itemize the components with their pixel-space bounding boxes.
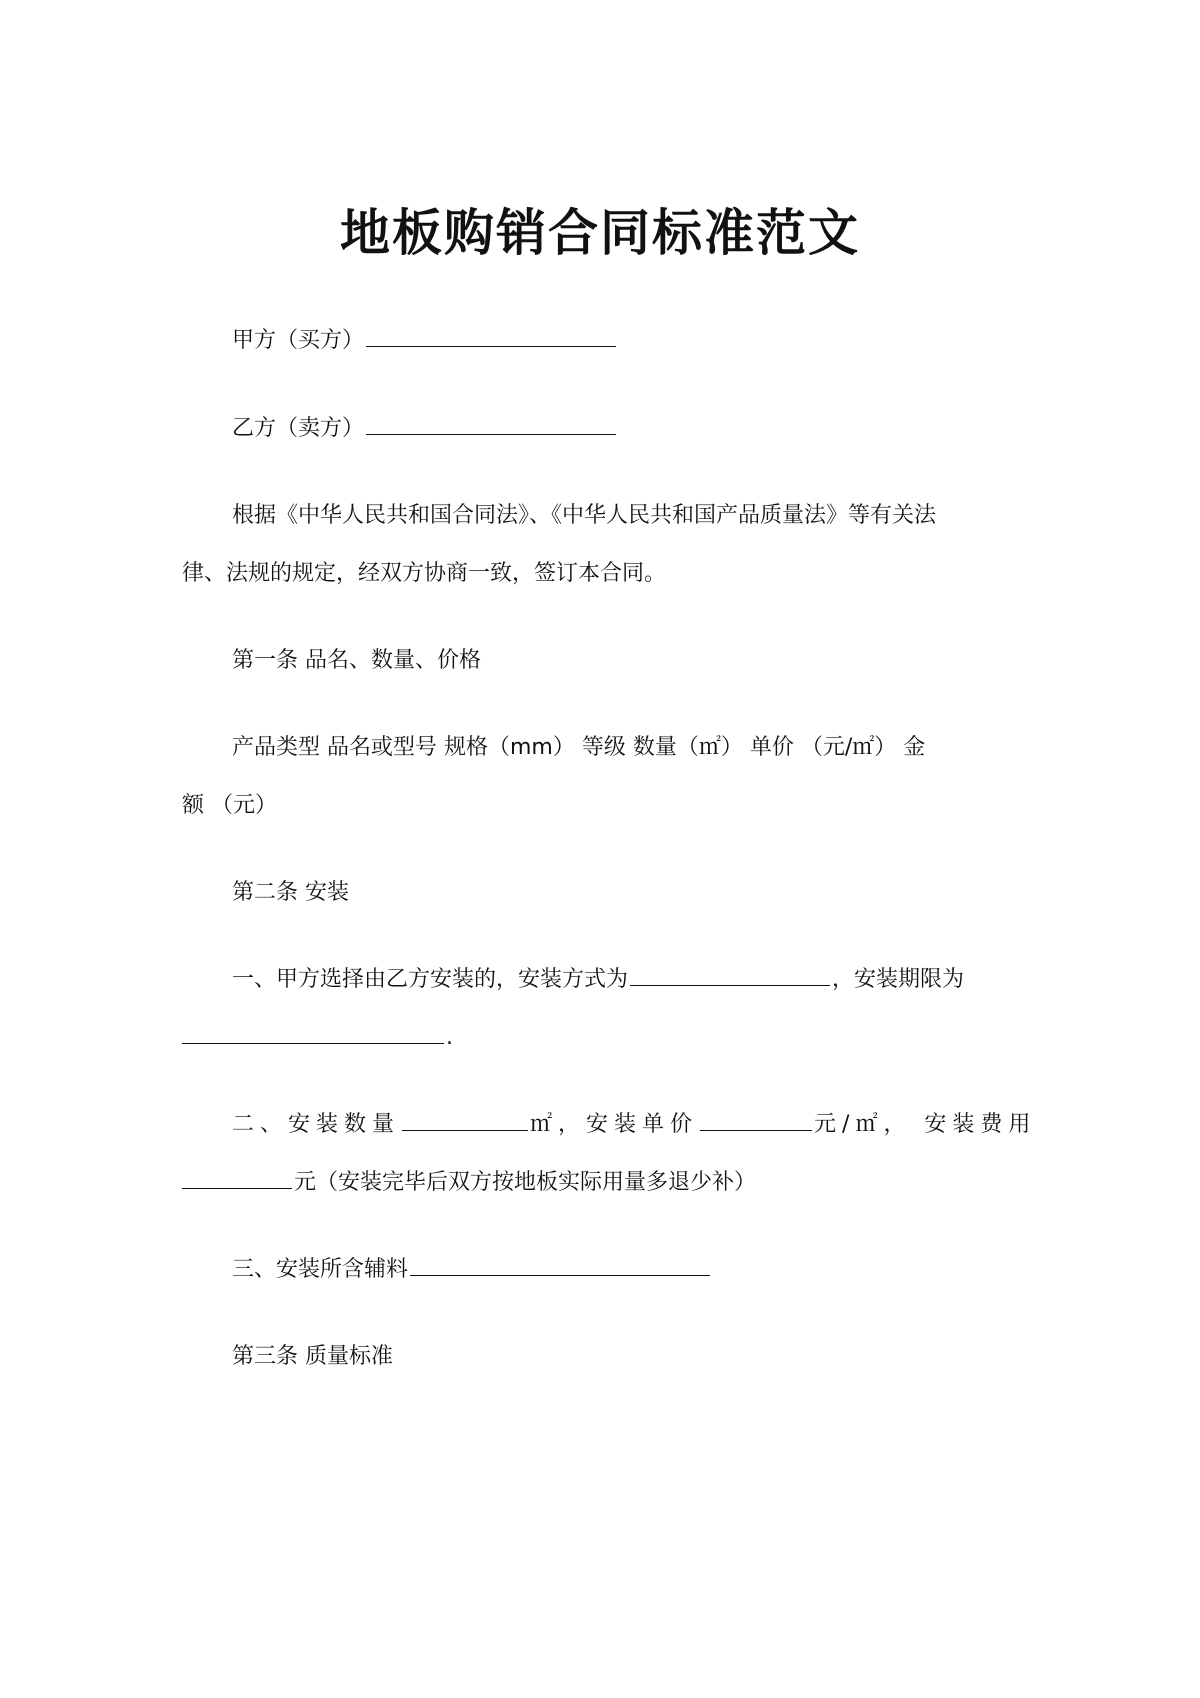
auxiliary-materials-blank <box>410 1275 710 1276</box>
install-item-1-prefix: 一、甲方选择由乙方安装的，安装方式为 <box>232 967 629 992</box>
install-method-blank <box>630 985 830 986</box>
table-header-line-1: 产品类型 品名或型号 规格（mm） 等级 数量（㎡） 单价 （元/㎡） 金 <box>232 735 926 760</box>
install-item-2-line-2-text: 元（安装完毕后双方按地板实际用量多退少补） <box>294 1170 757 1195</box>
install-item-1-suffix: ，安装期限为 <box>832 967 965 992</box>
party-a-line <box>232 330 1022 352</box>
article-3-title: 第三条 质量标准 <box>232 1344 393 1369</box>
install-item-1-line-1 <box>232 969 1022 991</box>
install-item-1-line-2 <box>182 1027 1022 1049</box>
install-item-1-end: . <box>446 1025 453 1050</box>
install-item-3-line <box>232 1259 1022 1281</box>
party-a-blank <box>366 346 616 347</box>
install-period-blank <box>182 1043 444 1044</box>
table-header-line-2: 额 （元） <box>182 793 277 818</box>
install-item-2-unit-2: 元/㎡， 安装费用 <box>814 1112 1037 1137</box>
preamble-line-1: 根据《中华人民共和国合同法》、《中华人民共和国产品质量法》等有关法 <box>232 503 937 528</box>
party-b-blank <box>366 434 616 435</box>
party-a-label: 甲方（买方） <box>232 328 365 353</box>
article-2-title: 第二条 安装 <box>232 880 349 905</box>
install-item-2-prefix: 二、安装数量 <box>232 1112 401 1137</box>
install-item-3-prefix: 三、安装所含辅料 <box>232 1257 409 1282</box>
install-fee-blank <box>182 1188 292 1189</box>
install-item-2-line-1 <box>232 1112 1037 1137</box>
preamble-line-2: 律、法规的规定，经双方协商一致，签订本合同。 <box>182 561 667 586</box>
install-item-2-line-2 <box>182 1172 1022 1194</box>
install-price-blank <box>700 1130 812 1131</box>
install-item-2-unit-1: ㎡，安装单价 <box>530 1112 699 1137</box>
article-1-title: 第一条 品名、数量、价格 <box>232 648 481 673</box>
party-b-label: 乙方（卖方） <box>232 416 365 441</box>
install-quantity-blank <box>402 1130 528 1131</box>
document-title: 地板购销合同标准范文 <box>340 204 860 262</box>
party-b-line <box>232 418 1022 440</box>
